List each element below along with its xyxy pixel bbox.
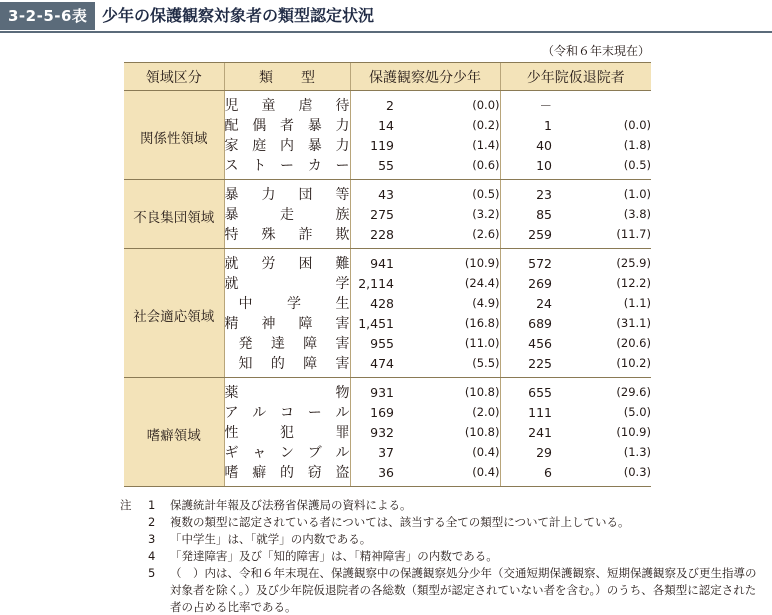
footnote-txt: 保護統計年報及び法務省保護局の資料による。	[170, 498, 412, 512]
type-cell	[224, 135, 350, 155]
probation-count: 55	[350, 155, 394, 180]
parolee-ratio: (1.8)	[623, 138, 651, 152]
probation-count: 2	[350, 91, 394, 116]
footnote-lbl	[120, 531, 148, 548]
probation-ratio: (10.9)	[464, 256, 500, 270]
footnote	[120, 565, 760, 615]
area-cell: 嗜癖領域	[124, 378, 224, 487]
footnote-num: 1	[148, 498, 156, 512]
probation-count: 2,114	[350, 273, 394, 293]
parolee-count: 111	[500, 402, 552, 422]
footnote-lbl: 注	[120, 498, 132, 512]
probation-ratio: (2.6)	[394, 224, 500, 249]
type-cell	[224, 378, 350, 403]
type-cell	[224, 462, 350, 487]
probation-count: 931	[350, 378, 394, 403]
type-label: 就 労 困 難	[224, 256, 350, 272]
type-cell	[224, 224, 350, 249]
probation-count: 275	[350, 204, 394, 224]
parolee-ratio: (12.2)	[616, 276, 651, 290]
type-label: ア ル コ ー ル	[224, 405, 350, 421]
parolee-count: 655	[500, 378, 552, 403]
type-label: 薬 物	[224, 385, 350, 401]
parolee-ratio: (0.3)	[552, 462, 651, 487]
parolee-ratio: (1.1)	[623, 296, 651, 310]
footnote-num: 4	[148, 549, 156, 563]
area-cell: 関係性領域	[124, 91, 224, 180]
parolee-ratio: (29.6)	[616, 385, 651, 399]
type-label: ス ト ー カ ー	[224, 158, 350, 174]
probation-ratio: (0.2)	[472, 118, 500, 132]
footnote-num: 2	[148, 515, 156, 529]
footnote	[120, 497, 760, 514]
area-cell: 社会適応領域	[124, 249, 224, 378]
probation-ratio: (24.4)	[464, 276, 500, 290]
probation-ratio: (0.0)	[472, 98, 500, 112]
footnote-num: 5	[148, 566, 156, 580]
footnote-txt: 「中学生」は、「就学」の内数である。	[170, 532, 372, 546]
parolee-count: －	[500, 91, 552, 116]
footnote-lbl	[120, 514, 148, 531]
parolee-ratio	[552, 91, 651, 116]
parolee-ratio: (1.3)	[623, 445, 651, 459]
probation-ratio: (1.4)	[472, 138, 500, 152]
classification-table	[124, 62, 651, 487]
type-cell	[224, 155, 350, 180]
parolee-count: 259	[500, 224, 552, 249]
type-label: 発 達 障 害	[238, 336, 350, 352]
footnote	[120, 514, 760, 531]
type-label: 児 童 虐 待	[224, 98, 350, 114]
type-cell	[224, 273, 350, 293]
type-cell	[224, 353, 350, 378]
footnote-txt: （ ）内は、令和６年末現在、保護観察中の保護観察処分少年（交通短期保護観察、短期保護観察及び更生指導の対象者を除く。）及び少年院仮退院者の各総数（類型が認定されていない者を含む。）のうち、各類型に認定された者の占める比率である。	[170, 566, 757, 614]
area-cell: 不良集団領域	[124, 180, 224, 249]
type-label: 暴 走 族	[224, 207, 350, 223]
header-parolee: 少年院仮退院者	[500, 63, 651, 91]
probation-count: 428	[350, 293, 394, 313]
header-probation: 保護観察処分少年	[350, 63, 500, 91]
header-area: 領域区分	[124, 63, 224, 91]
type-cell	[224, 442, 350, 462]
parolee-count: 689	[500, 313, 552, 333]
type-label: 就 学	[224, 276, 350, 292]
parolee-ratio: (31.1)	[616, 316, 651, 330]
type-label: 中 学 生	[238, 296, 350, 312]
probation-ratio: (10.8)	[464, 425, 500, 439]
footnote-num: 3	[148, 532, 156, 546]
probation-count: 119	[350, 135, 394, 155]
parolee-count: 225	[500, 353, 552, 378]
probation-count: 228	[350, 224, 394, 249]
parolee-count: 10	[500, 155, 552, 180]
type-label: 性 犯 罪	[224, 425, 350, 441]
footnote-lbl	[120, 565, 148, 615]
probation-ratio: (4.9)	[472, 296, 500, 310]
parolee-count: 40	[500, 135, 552, 155]
type-cell	[224, 333, 350, 353]
parolee-ratio: (3.8)	[623, 207, 651, 221]
probation-count: 932	[350, 422, 394, 442]
probation-ratio: (3.2)	[472, 207, 500, 221]
footnote-lbl	[120, 548, 148, 565]
type-cell	[224, 180, 350, 205]
probation-count: 36	[350, 462, 394, 487]
probation-count: 43	[350, 180, 394, 205]
as-of-date: （令和６年末現在）	[541, 44, 650, 58]
type-label: 家 庭 内 暴 力	[224, 138, 350, 154]
type-cell	[224, 204, 350, 224]
table-row	[124, 378, 651, 403]
parolee-ratio: (10.9)	[616, 425, 651, 439]
footnote	[120, 548, 760, 565]
probation-count: 955	[350, 333, 394, 353]
probation-ratio: (5.5)	[394, 353, 500, 378]
header-rule	[0, 31, 772, 33]
probation-count: 474	[350, 353, 394, 378]
probation-count: 1,451	[350, 313, 394, 333]
header-type: 類 型	[224, 63, 350, 91]
type-label: 嗜 癖 的 窃 盗	[224, 465, 350, 481]
parolee-count: 24	[500, 293, 552, 313]
parolee-count: 241	[500, 422, 552, 442]
probation-ratio: (2.0)	[472, 405, 500, 419]
footnote	[120, 531, 760, 548]
table-header	[0, 0, 772, 32]
type-cell	[224, 293, 350, 313]
probation-count: 14	[350, 115, 394, 135]
parolee-count: 1	[500, 115, 552, 135]
parolee-count: 269	[500, 273, 552, 293]
parolee-ratio: (0.0)	[623, 118, 651, 132]
parolee-ratio: (5.0)	[623, 405, 651, 419]
table-row	[124, 91, 651, 116]
type-cell	[224, 91, 350, 116]
parolee-ratio: (20.6)	[616, 336, 651, 350]
type-cell	[224, 115, 350, 135]
table-title: 少年の保護観察対象者の類型認定状況	[102, 6, 375, 25]
table-row	[124, 180, 651, 205]
probation-count: 37	[350, 442, 394, 462]
table-row	[124, 249, 651, 274]
footnotes	[120, 497, 760, 615]
probation-ratio: (0.4)	[472, 445, 500, 459]
parolee-ratio: (10.2)	[552, 353, 651, 378]
probation-ratio: (0.5)	[472, 187, 500, 201]
probation-ratio: (0.6)	[394, 155, 500, 180]
type-cell	[224, 402, 350, 422]
type-cell	[224, 313, 350, 333]
footnote-txt: 「発達障害」及び「知的障害」は、「精神障害」の内数である。	[170, 549, 498, 563]
parolee-count: 6	[500, 462, 552, 487]
probation-count: 169	[350, 402, 394, 422]
probation-ratio: (16.8)	[464, 316, 500, 330]
type-label: ギ ャ ン ブ ル	[224, 445, 350, 461]
parolee-ratio: (1.0)	[623, 187, 651, 201]
parolee-count: 23	[500, 180, 552, 205]
parolee-count: 85	[500, 204, 552, 224]
type-label: 暴 力 団 等	[224, 187, 350, 203]
footnote-txt: 複数の類型に認定されている者については、該当する全ての類型について計上している。	[170, 515, 630, 529]
probation-ratio: (0.4)	[394, 462, 500, 487]
parolee-ratio: (11.7)	[552, 224, 651, 249]
table-header-row	[124, 63, 651, 91]
type-label: 配 偶 者 暴 力	[224, 118, 350, 134]
parolee-count: 572	[500, 249, 552, 274]
table-body	[124, 91, 651, 487]
parolee-ratio: (25.9)	[616, 256, 651, 270]
type-cell	[224, 249, 350, 274]
type-label: 特 殊 詐 欺	[224, 227, 350, 243]
probation-count: 941	[350, 249, 394, 274]
type-label: 精 神 障 害	[224, 316, 350, 332]
parolee-count: 29	[500, 442, 552, 462]
probation-ratio: (10.8)	[464, 385, 500, 399]
probation-ratio: (11.0)	[464, 336, 500, 350]
parolee-ratio: (0.5)	[552, 155, 651, 180]
type-cell	[224, 422, 350, 442]
parolee-count: 456	[500, 333, 552, 353]
table-number-badge: 3-2-5-6表	[0, 2, 95, 30]
type-label: 知 的 障 害	[238, 356, 350, 372]
